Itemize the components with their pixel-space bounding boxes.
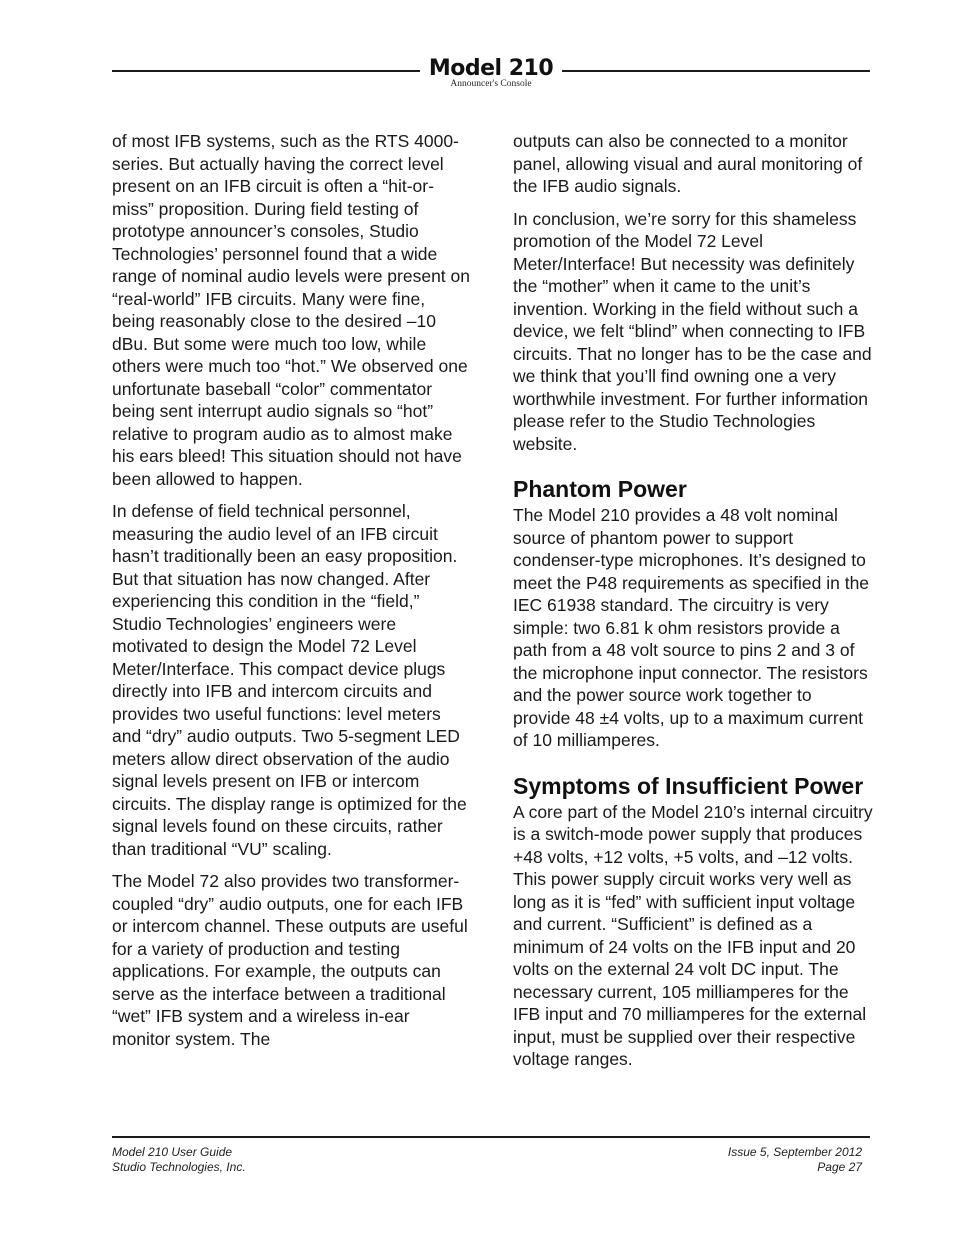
header-rule-left	[112, 70, 420, 72]
footer-company: Studio Technologies, Inc.	[112, 1160, 246, 1174]
section-heading-symptoms: Symptoms of Insufficient Power	[513, 772, 864, 799]
footer-doc-title: Model 210 User Guide	[112, 1145, 233, 1159]
body-paragraph: The Model 210 provides a 48 volt nominal source of phantom power to support condenser-type microphones. It’s designed to meet the P48 requirements as specified in the IEC 61938 standard. The circuitry is very simple: two 6.81 k ohm resistors provide a path from a 48 volt source to pins 2 and 3 of the microphone input connector. The resistors and the power source work together to provide 48 ±4 volts, up to a maximum current of 10 milliamperes.	[513, 505, 870, 750]
logo-subtitle: Announcer's Console	[450, 79, 532, 89]
body-paragraph: outputs can also be connected to a monitor panel, allowing visual and aural monitoring of the IFB audio signals.	[513, 131, 863, 196]
left-column	[112, 130, 472, 1060]
footer-page-number: Page 27	[817, 1160, 862, 1174]
body-paragraph: In defense of field technical personnel, measuring the audio level of an IFB circuit hasn’t traditionally been an easy proposition. But that situation has now changed. After experiencing this condition in the “field,” Studio Technologies’ engineers were motivated to design the Model 72 Level Meter/Interface. This compact device plugs directly into IFB and intercom circuits and provides two useful functions: level meters and “dry” audio outputs. Two 5-segment LED meters allow direct observation of the audio signal levels present on IFB or intercom circuits. The display range is optimized for the signal levels found on these circuits, rather than traditional “VU” scaling.	[112, 501, 467, 859]
right-column	[513, 130, 873, 1081]
body-paragraph: The Model 72 also provides two transformer-coupled “dry” audio outputs, one for each IFB or intercom channel. These outputs are useful for a variety of production and testing applications. For example, the outputs can serve as the interface between a traditional “wet” IFB system and a wireless in-ear monitor system. The	[112, 871, 468, 1049]
body-paragraph: of most IFB systems, such as the RTS 4000-series. But actually having the correct level present on an IFB circuit is often a “hit-or-miss” proposition. During field testing of prototype announcer’s consoles, Studio Technologies’ personnel found that a wide range of nominal audio levels were present on “real-world” IFB circuits. Many were fine, being reasonably close to the desired –10 dBu. But some were much too low, while others were much too “hot.” We observed one unfortunate baseball “color” commentator being sent interrupt audio signals so “hot” relative to program audio as to almost make his ears bleed! This situation should not have been allowed to happen.	[112, 131, 470, 489]
footer-rule	[112, 1136, 870, 1138]
logo-title: Model 210	[428, 56, 554, 81]
section-heading-phantom-power: Phantom Power	[513, 476, 687, 502]
footer-issue: Issue 5, September 2012	[727, 1145, 862, 1159]
footer-left	[112, 1145, 246, 1175]
header-logo	[428, 57, 554, 89]
header-rule-right	[562, 70, 870, 72]
body-paragraph: A core part of the Model 210’s internal circuitry is a switch-mode power supply that produces +48 volts, +12 volts, +5 volts, and –12 volts. This power supply circuit works very well as long as it is “fed” with sufficient input voltage and current. “Sufficient” is defined as a minimum of 24 volts on the IFB input and 20 volts on the external 24 volt DC input. The necessary current, 105 milliamperes for the IFB input and 70 milliamperes for the external input, must be supplied over their respective voltage ranges.	[513, 801, 873, 1069]
footer-right	[728, 1145, 862, 1175]
body-paragraph: In conclusion, we’re sorry for this shameless promotion of the Model 72 Level Meter/Interface! But necessity was definitely the “mother” when it came to the unit’s invention. Working in the field without such a device, we felt “blind” when connecting to IFB circuits. That no longer has to be the case and we think that you’ll find owning one a very worthwhile investment. For further information please refer to the Studio Technologies website.	[513, 208, 872, 454]
